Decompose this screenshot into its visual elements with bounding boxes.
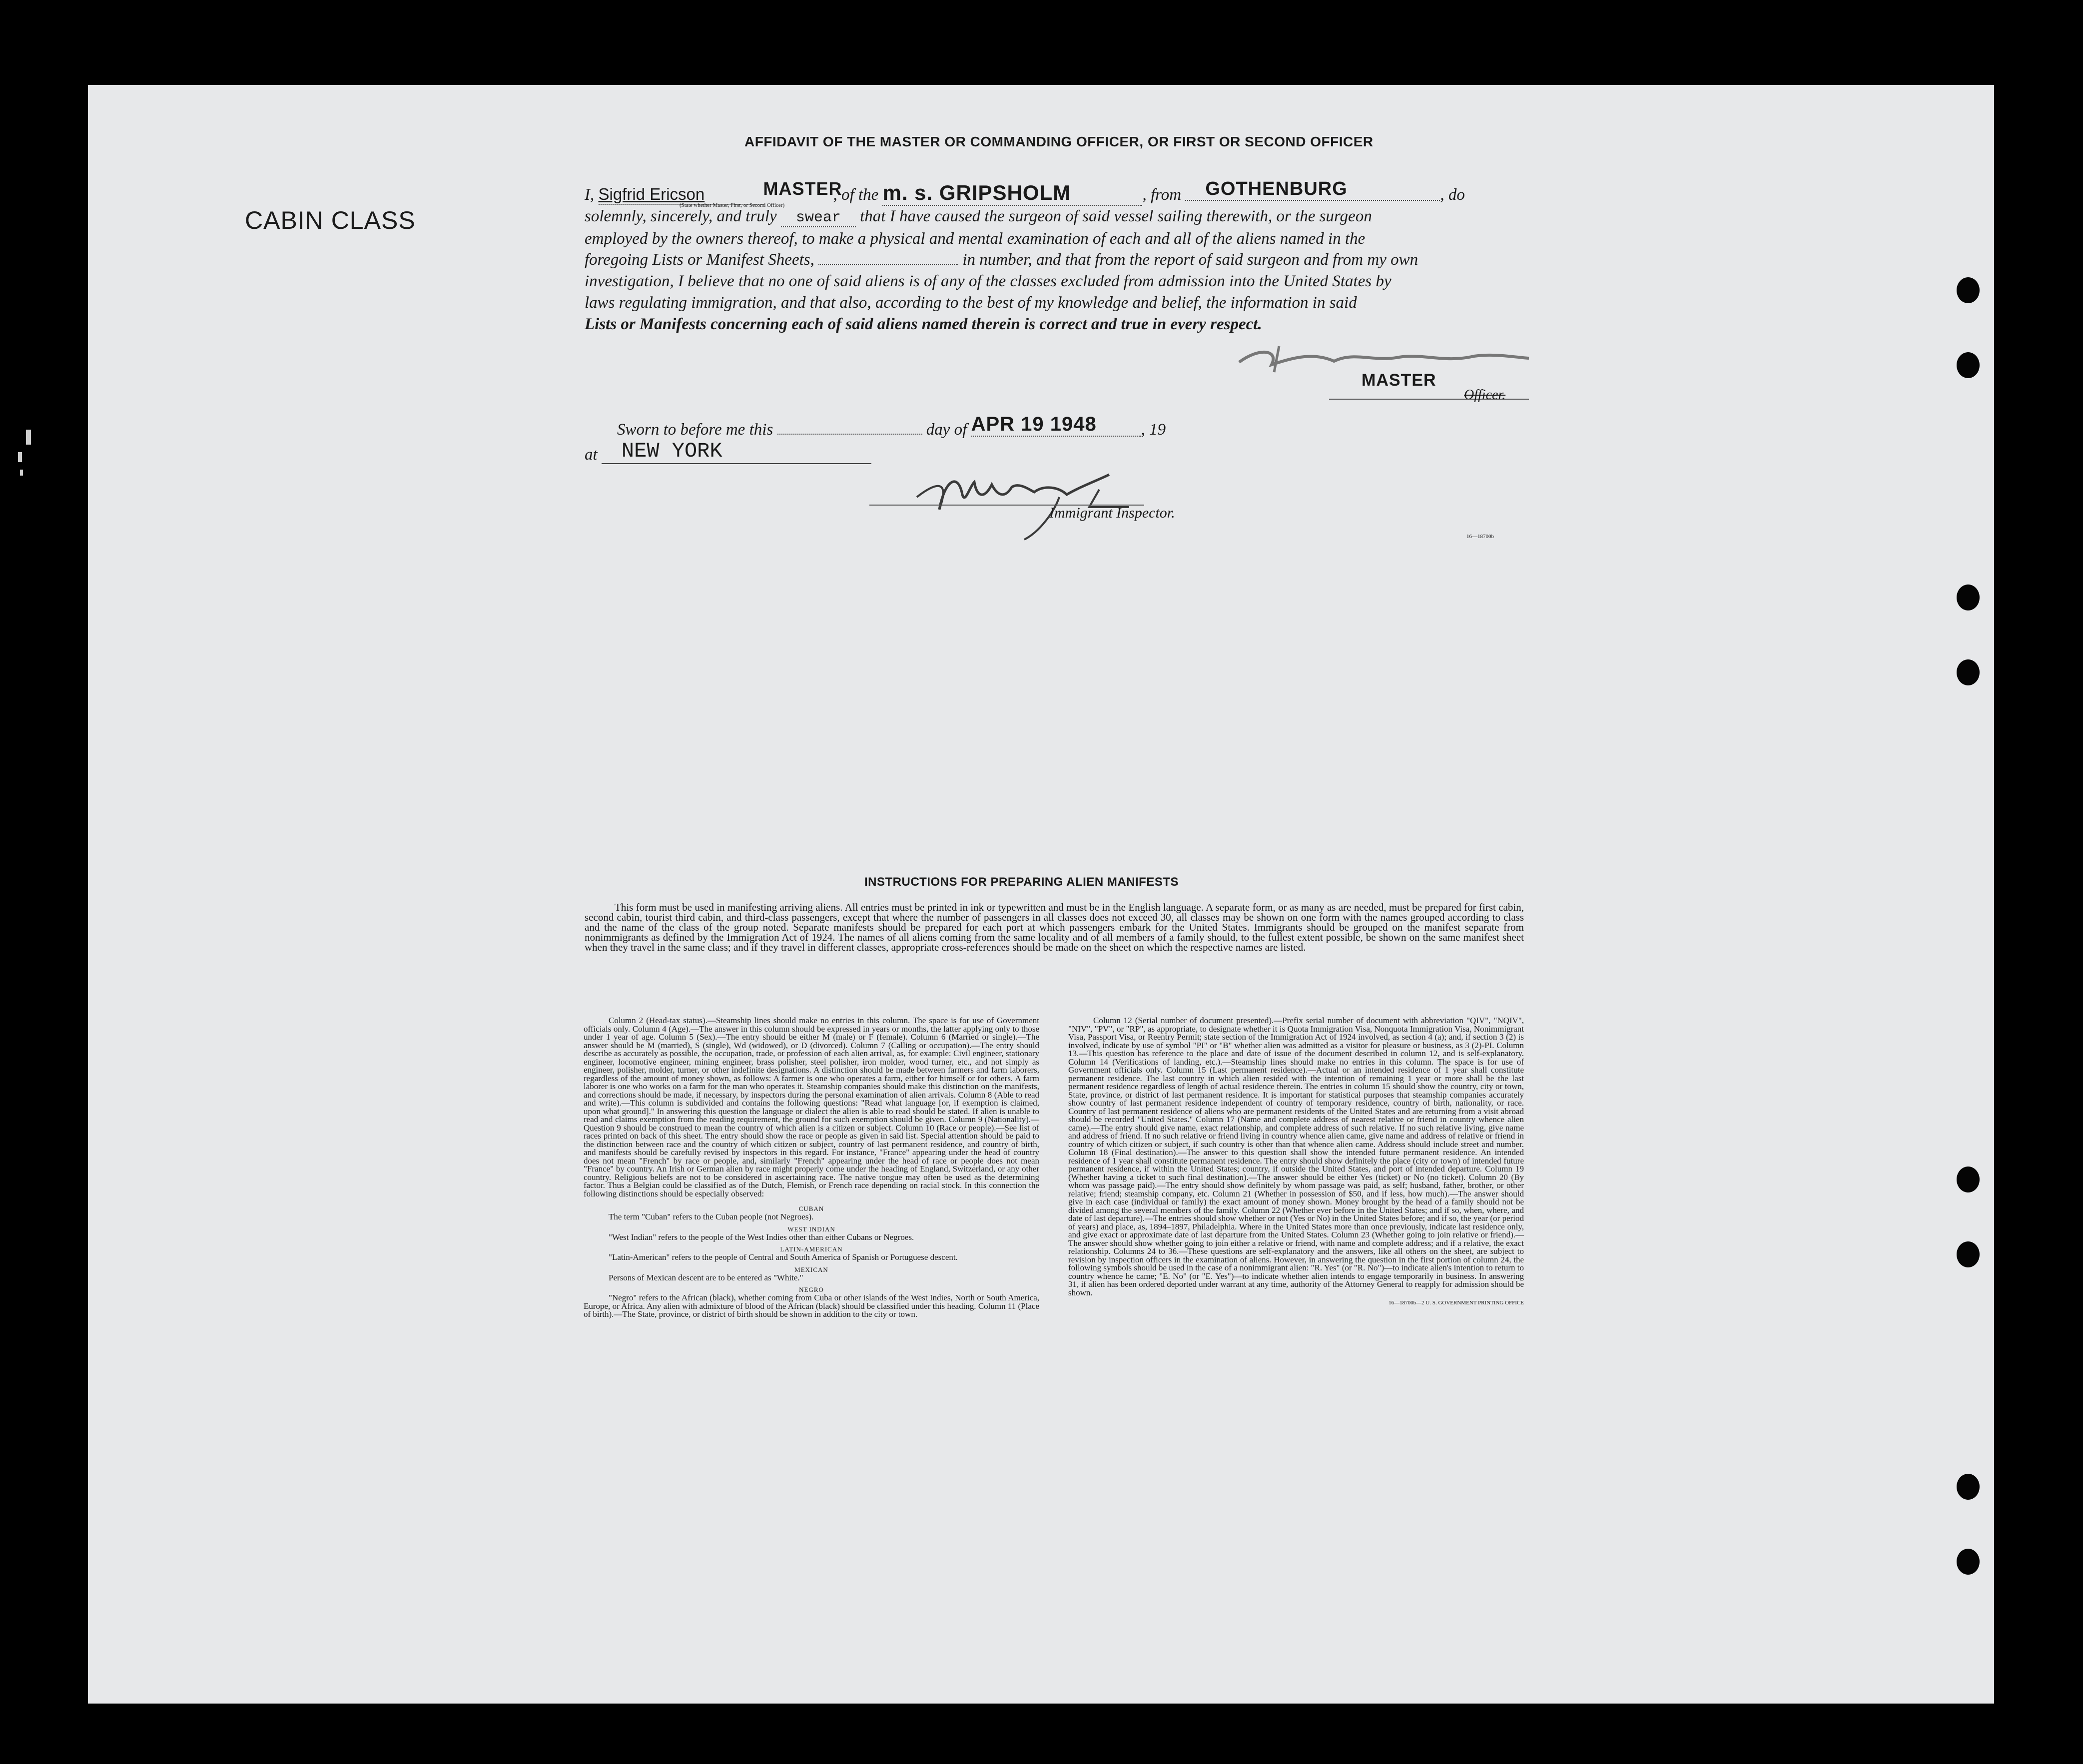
instructions-title: INSTRUCTIONS FOR PREPARING ALIEN MANIFESTS [864, 875, 1179, 889]
prefix: I, [585, 186, 595, 204]
edge-mark [20, 470, 23, 476]
master-signature [1164, 342, 1534, 377]
latin-american-text: "Latin-American" refers to the people of Central and South America of Spanish or Portuguese descent. [609, 1252, 958, 1262]
day-blank [777, 433, 922, 435]
from-label: , from [1142, 186, 1182, 204]
edge-mark [18, 452, 22, 462]
date-stamp: APR 19 1948 [971, 413, 1141, 437]
sworn-text: Sworn to before me this [617, 421, 773, 439]
affidavit-line-3: employed by the owners thereof, to make a physical and mental examination of each and all of the aliens named in the [585, 230, 1366, 248]
rank-caption: (State whether Master, First, or Second Officer) [680, 202, 785, 208]
form-number: 16—18700b [1466, 534, 1494, 540]
negro-text: "Negro" refers to the African (black), whether coming from Cuba or other islands of the West Indies, North or South America, Europe, or Africa. Any alien with admixture of blood of the African (black) should be classified under this heading. Column 11 (Place of birth).—The State, province, or district of birth should be shown in addition to the city or town. [584, 1293, 1039, 1319]
at-label: at [585, 446, 598, 464]
number-blank [818, 263, 958, 265]
punch-hole [1957, 1549, 1980, 1575]
affidavit-line-2 [585, 207, 1372, 227]
inspector-signature [869, 452, 1209, 542]
affidavit-line-6: laws regulating immigration, and that also, according to the best of my knowledge and belief, the information in said [585, 294, 1357, 312]
day-of-text: day of [926, 421, 967, 439]
punch-hole [1957, 277, 1980, 303]
number-text: in number, and that from the report of said surgeon and from my own [962, 251, 1418, 269]
punch-hole [1957, 585, 1980, 610]
affidavit-line-4 [585, 251, 1418, 269]
cuban-text: The term "Cuban" refers to the Cuban people (not Negroes). [609, 1212, 814, 1221]
oath-continuation: that I have caused the surgeon of said vessel sailing therewith, or the surgeon [860, 207, 1372, 225]
affidavit-line-7: Lists or Manifests concerning each of said aliens named therein is correct and true in every respect. [585, 315, 1262, 333]
rank-stamp: MASTER [763, 178, 842, 199]
west-indian-heading: WEST INDIAN [787, 1225, 835, 1233]
punch-hole [1957, 659, 1980, 685]
oath-word: swear [781, 209, 856, 227]
left-column-text: Column 2 (Head-tax status).—Steamship lines should make no entries in this column. The space is for use of Government officials only. Column 4 (Age).—The answer in this column should be expressed in years or months, the latter applying only to those under 1 year of age. Column 5 (Sex).—The entry should be either M (male) or F (female). Column 6 (Married or single).—The answer should be M (married), S (single), Wd (widowed), or D (divorced). Column 7 (Calling or occupation).—The entry should describe as accurately as possible, the occupation, trade, or profession of each alien arrival, as, for example: Civil engineer, stationary engineer, locomotive engineer, mining engineer, brass polisher, steel polisher, iron molder, wood turner, etc., and not simply as engineer, polisher, molder, turner, or other indefinite designations. A distinction should be made between farmers and farm laborers, regardless of the amount of money shown, as follows: A farmer is one who operates a farm, either for himself or for others. A farm laborer is one who works on a farm for the man who operates it. Steamship companies should make this distinction on the manifests, and corrections should be made, if necessary, by inspectors during the personal examination of alien arrivals. Column 8 (Able to read and write).—This column is subdivided and contains the following questions: "Read what language [or, if exemption is claimed, upon what ground]." In answering this question the language or dialect the alien is able to read should be stated. If alien is unable to read and claims exemption from the reading requirement, the ground for such exemption should be given. Column 9 (Nationality).—Question 9 should be construed to mean the country of which alien is a citizen or subject. Column 10 (Race or people).—See list of races printed on back of this sheet. The entry should show the race or people as given in said list. Special attention should be paid to the distinction between race and the country of which citizen or subject, country of last permanent residence, and country of birth, and manifests should be carefully revised by inspectors in this regard. For instance, "France" appearing under the head of country does not mean "French" by race or people, and, similarly "French" appearing under the head of race or people does not mean "France" by country. An Irish or German alien by race might properly come under the heading of England, Switzerland, or any other country. Religious beliefs are not to be considered in ascertaining race. The native tongue may often be used as the determining factor. Thus a Belgian could be classified as of the Dutch, Flemish, or French race depending on racial stock. In this connection the following distinctions should be especially observed: [584, 1016, 1039, 1198]
punch-hole [1957, 1167, 1980, 1192]
departure-port: GOTHENBURG [1185, 178, 1440, 201]
instructions-right-column [1068, 1017, 1524, 1306]
punch-hole [1957, 352, 1980, 378]
affidavit-line-5: investigation, I believe that no one of said aliens is of any of the classes excluded from admission into the United States by [585, 272, 1391, 290]
master-name: Sigfrid Ericson [599, 185, 763, 205]
year-text: , 19 [1141, 421, 1166, 439]
foregoing-text: foregoing Lists or Manifest Sheets, [585, 251, 814, 269]
signer-rank-stamp: MASTER [1362, 371, 1436, 390]
mexican-heading: MEXICAN [794, 1265, 828, 1273]
place-line [585, 439, 871, 467]
punch-hole [1957, 1474, 1980, 1500]
edge-mark [26, 430, 31, 445]
punch-hole [1957, 1241, 1980, 1267]
west-indian-text: "West Indian" refers to the people of the West Indies other than either Cubans or Negroes. [609, 1232, 914, 1242]
inspector-label: Immigrant Inspector. [1049, 505, 1175, 521]
officer-label: Officer. [1464, 387, 1506, 403]
cabin-class-label: CABIN CLASS [245, 206, 416, 234]
sworn-line [617, 413, 1166, 441]
instructions-intro: This form must be used in manifesting arriving aliens. All entries must be printed in ink or typewritten and must be in the English language. A separate form, or as many as are needed, must be prepared for first cabin, second cabin, tourist third cabin, and third-class passengers, except that where the number of passengers in all classes does not exceed 30, all classes may be shown on one form with the names grouped according to class and the name of the class of the group noted. Separate manifests should be prepared for each port at which passengers embark for the United States. Immigrants should be grouped on the manifest separate from nonimmigrants as defined by the Immigration Act of 1924. The names of all aliens coming from the same locality and of all members of a family should, to the fullest extent possible, be shown on the same manifest sheet when they travel in the same class; and if they travel in different classes, appropriate cross-references should be made on the sheet on which the respective names are listed. [585, 901, 1524, 953]
affidavit-title: AFFIDAVIT OF THE MASTER OR COMMANDING OFFICER, OR FIRST OR SECOND OFFICER [744, 134, 1374, 149]
right-column-text: Column 12 (Serial number of document presented).—Prefix serial number of document with abbreviation "QIV", "NQIV", "NIV", "PV", or "RP", as appropriate, to designate whether it is Quota Immigration Visa, Nonquota Immigration Visa, Nonimmigrant Visa, Passport Visa, or Reentry Permit; state section of the Immigration Act of 1924 involved, as section 4 (a); and, if section 3 (2) is involved, indicate by use of symbol "PI" or "B" whether alien was admitted as a visitor for pleasure or business, as 3 (2)-PI. Column 13.—This question has reference to the place and date of issue of the document described in column 12, and is self-explanatory. Column 14 (Verifications of landing, etc.).—Steamship lines should make no entries in this column. The space is for use of Government officials only. Column 15 (Last permanent residence).—Actual or an intended residence of 1 year shall constitute permanent residence. The last country in which alien resided with the intention of remaining 1 year or more shall be the last permanent residence regardless of length of actual residence therein. The entries in column 15 should show the country, city or town, State, province, or district of last permanent residence. It is important for statistical purposes that steamship companies accurately show country of last permanent residence independent of country of temporary residence, country of birth, nationality, or race. Country of last permanent residence of aliens who are permanent residents of the United States and are returning from a visit abroad should be recorded "United States." Column 17 (Name and complete address of nearest relative or friend in country whence alien came).—The entry should give name, exact relationship, and complete address of such relative. If no such relative living, give name and address of friend. If no such relative or friend living in country whence alien came, give name and address of relative or friend in country of which citizen or subject, if such country is other than that whence alien came. Address should include street and number. Column 18 (Final destination).—The answer to this question shall show the intended future permanent residence. An intended residence of 1 year shall constitute permanent residence. The entry should show definitely the place (city or town) of intended future permanent residence, if within the United States; country, if outside the United States, and port of intended departure. Column 19 (Whether having a ticket to such final destination).—The answer should be either Yes (ticket) or No (no ticket). Column 20 (By whom was passage paid).—The entry should show definitely by whom passage was paid, as self; husband, father, brother, or other relative; friend; steamship company, etc. Column 21 (Whether in possession of $50, and if less, how much).—The answer should give in each case (individual or family) the exact amount of money shown. Money brought by the head of a family should not be divided among the several members of the family. Column 22 (Whether ever before in the United States; and if so, when, where, and date of last departure).—The entries should show whether or not (Yes or No) in the United States before; and if so, the year (or period of years) and place, as, 1894–1897, Philadelphia. Where in the United States more than once previously, indicate last residence only, and give exact or approximate date of last departure from the United States. Column 23 (Whether going to join relative or friend).—The answer should show whether going to join either a relative or friend, with name and complete address; and if a relative, the exact relationship. Columns 24 to 36.—These questions are self-explanatory and the answers, like all others on the sheet, are subject to revision by inspection officers in the examination of aliens. However, in answering the question in the first portion of column 24, the following symbols should be used in the case of a nonimmigrant alien: "R. Yes" (or "R. No")—to indicate alien's intention to return to country whence he came; "E. No" (or "E. Yes")—to indicate whether alien intends to engage temporarily in business. In answering 31, if alien has been ordered deported under warrant at any time, authority of the Attorney General to reapply for admission should be shown. [1068, 1016, 1524, 1297]
cuban-heading: CUBAN [798, 1205, 824, 1212]
solemnly-text: solemnly, sincerely, and truly [585, 207, 777, 225]
printing-office-footer: 16—18700b—2 U. S. GOVERNMENT PRINTING OFFICE [1389, 1300, 1524, 1306]
mexican-text: Persons of Mexican descent are to be entered as "White." [609, 1272, 803, 1282]
negro-heading: NEGRO [799, 1286, 824, 1293]
ship-name: m. s. GRIPSHOLM [882, 181, 1142, 206]
latin-american-heading: LATIN-AMERICAN [780, 1245, 843, 1253]
sworn-place: NEW YORK [602, 439, 871, 464]
do-label: , do [1440, 186, 1465, 204]
instructions-left-column [584, 1017, 1039, 1319]
of-the: , of the [833, 186, 879, 204]
